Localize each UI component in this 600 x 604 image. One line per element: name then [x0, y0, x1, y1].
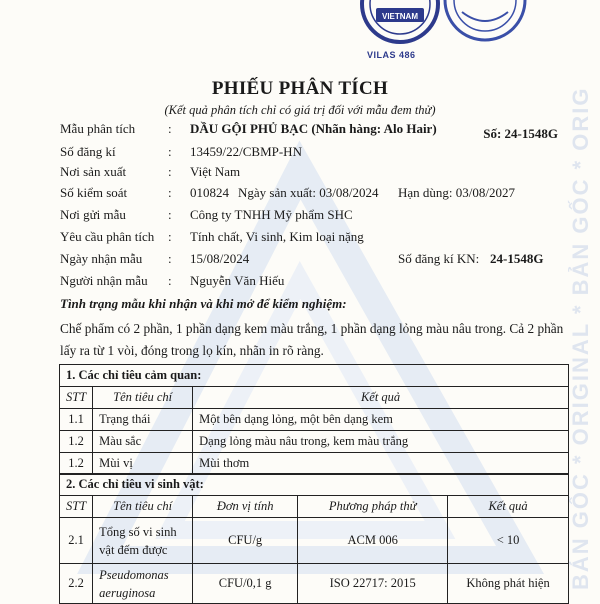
table-section-row [60, 365, 569, 387]
section-title: 2. Các chỉ tiêu vi sinh vật: [60, 474, 569, 496]
table-header-row: STT Tên tiêu chí Đơn vị tính Phương pháp thử Kết quả [60, 496, 569, 518]
page-subtitle: (Kết quả phân tích chỉ có giá trị đối với mẫu đem thử) [164, 103, 436, 117]
table-header-row: STT Tên tiêu chí Kết quả [60, 387, 569, 409]
table-row: 1.1 Trạng thái Một bên dạng lỏng, một bên dạng kem [60, 409, 569, 431]
sensory-table [59, 364, 569, 475]
svg-text:VIETNAM: VIETNAM [382, 12, 418, 21]
vilas-logo-icon [362, 0, 438, 42]
vilas-number: VILAS 486 [367, 50, 416, 60]
table-row: 2.2 Pseudomonas aeruginosa CFU/0,1 g ISO 22717: 2015 Không phát hiện [60, 564, 569, 604]
report-number: Số: 24-1548G [483, 126, 558, 141]
condition-text: Chế phẩm có 2 phần, 1 phần dạng kem màu trắng, 1 phần dạng lỏng màu nâu trong. Cả 2 phần lấy ra từ 1 vòi, đóng trong lọ kín, nhãn in rõ ràng. [60, 321, 564, 358]
accreditation-logos [0, 0, 600, 62]
page-title: PHIẾU PHÂN TÍCH [211, 78, 389, 99]
microbiology-table [59, 473, 569, 604]
section-title: 1. Các chỉ tiêu cảm quan: [60, 365, 569, 387]
table-section-row [60, 474, 569, 496]
table-row: 1.2 Màu sắc Dạng lỏng màu nâu trong, kem màu trắng [60, 431, 569, 453]
ilac-logo-icon [445, 0, 525, 40]
table-row: 1.2 Mùi vị Mùi thơm [60, 453, 569, 475]
watermark-text: BẢN GỐC * ORIGINAL * BẢN GỐC * ORIG [568, 86, 593, 590]
condition-heading: Tình trạng mẫu khi nhận và khi mở để kiểm nghiệm: [60, 296, 347, 311]
table-row: 2.1 Tổng số vi sinh vật đếm được CFU/g ACM 006 < 10 [60, 518, 569, 564]
